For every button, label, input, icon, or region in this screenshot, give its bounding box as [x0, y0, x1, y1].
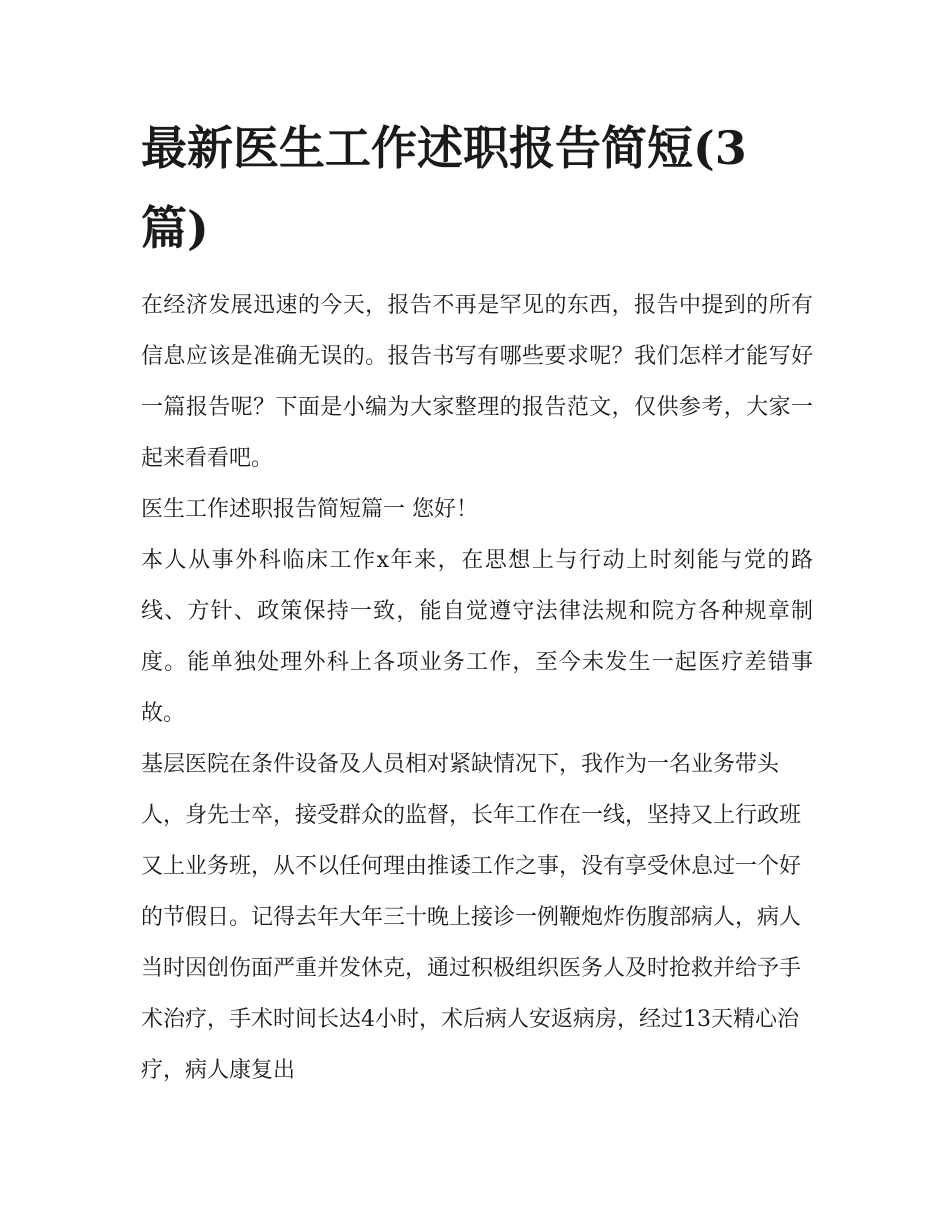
document-page	[141, 108, 813, 1096]
intro-paragraph: 在经济发展迅速的今天，报告不再是罕见的东西，报告中提到的所有信息应该是准确无误的。报告书写有哪些要求呢？我们怎样才能写好一篇报告呢？下面是小编为大家整理的报告范文，仅供参考，大家一起来看看吧。	[141, 293, 813, 471]
body-paragraph: 基层医院在条件设备及人员相对紧缺情况下，我作为一名业务带头人，身先士卒，接受群众的监督，长年工作在一线，坚持又上行政班又上业务班，从不以任何理由推诿工作之事，没有享受休息过一个好的节假日。记得去年大年三十晚上接诊一例鞭炮炸伤腹部病人，病人当时因创伤面严重并发休克，通过积极组织医务人及时抢救并给予手术治疗，手术时间长达4小时，术后病人安返病房，经过13天精心治疗，病人康复出	[141, 752, 802, 1083]
document-title: 最新医生工作述职报告简短(3篇)	[141, 121, 747, 255]
section-heading-paragraph: 医生工作述职报告简短篇一 您好！	[141, 497, 478, 522]
body-paragraph: 本人从事外科临床工作x年来，在思想上与行动上时刻能与党的路线、方针、政策保持一致，能自觉遵守法律法规和院方各种规章制度。能单独处理外科上各项业务工作，至今未发生一起医疗差错事故。	[141, 548, 813, 726]
